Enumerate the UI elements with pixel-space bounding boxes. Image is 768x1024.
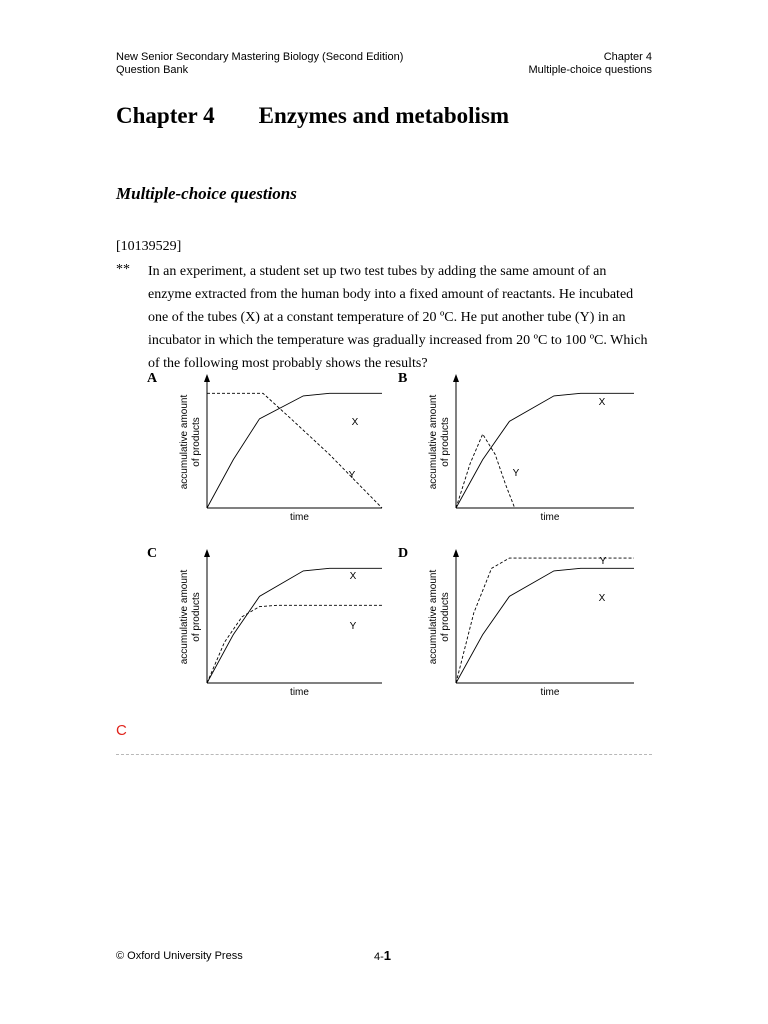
header-chapter: Chapter 4 (603, 51, 652, 63)
y-axis-label: accumulative amountof products (428, 569, 451, 665)
series-y-line (207, 605, 382, 683)
graph-option-c (179, 549, 382, 698)
question-text: In an experiment, a student set up two test tubes by adding the same amount of an enzyme extracted from the human body into a fixed amount of reactants. He incubated one of the tubes (X) at a constant temperature of 20 ºC. He put another tube (Y) in an incubator in which the temperature was gradually increased from 20 ºC to 100 ºC. Which of the following most probably shows the results? (148, 264, 648, 371)
x-axis-label: time (290, 512, 309, 523)
option-b-label: B (398, 371, 408, 386)
page-number: 1 (383, 948, 392, 963)
series-x-line (456, 393, 634, 508)
series-y-label: Y (348, 470, 356, 481)
chapter-name: Enzymes and metabolism (258, 103, 510, 128)
chapter-number: Chapter 4 (116, 103, 215, 128)
y-axis-arrow (453, 549, 459, 557)
y-axis-label: accumulative amountof products (179, 394, 202, 490)
x-axis-label: time (290, 687, 309, 698)
graph-option-b (428, 374, 634, 523)
x-axis-label: time (540, 512, 560, 523)
option-d-label: D (398, 546, 409, 561)
series-y-line (207, 393, 382, 508)
series-y-line (456, 558, 634, 683)
y-axis-arrow (453, 374, 459, 382)
section-title: Multiple-choice questions (116, 184, 297, 203)
y-axis-arrow (204, 374, 210, 382)
separator-line (116, 754, 652, 755)
series-x-line (207, 393, 382, 508)
x-axis-label: time (540, 687, 560, 698)
series-x-label: X (351, 417, 359, 428)
book-title: New Senior Secondary Mastering Biology (Second Edition) (116, 51, 404, 63)
y-axis-label: accumulative amountof products (428, 394, 451, 490)
header-question-type: Multiple-choice questions (528, 64, 652, 76)
answer-key: C (116, 722, 127, 739)
difficulty-stars: ** (116, 262, 130, 277)
series-y-label: Y (349, 621, 357, 632)
series-y-label: Y (512, 468, 520, 479)
page-prefix: 4- (374, 951, 384, 963)
series-x-label: X (349, 571, 357, 582)
option-a-label: A (147, 371, 158, 386)
option-c-label: C (147, 546, 158, 561)
y-axis-label: accumulative amountof products (179, 569, 202, 665)
header-section: Question Bank (116, 64, 189, 76)
series-x-label: X (598, 397, 606, 408)
graph-option-d (428, 549, 634, 698)
series-x-label: X (598, 593, 606, 604)
series-x-line (456, 568, 634, 683)
graph-option-a (179, 374, 382, 523)
footer-publisher: © Oxford University Press (116, 950, 243, 962)
footer-page-number (374, 948, 391, 963)
question-id: [10139529] (116, 239, 182, 254)
series-y-line (456, 434, 515, 508)
y-axis-arrow (204, 549, 210, 557)
series-y-label: Y (599, 556, 607, 567)
